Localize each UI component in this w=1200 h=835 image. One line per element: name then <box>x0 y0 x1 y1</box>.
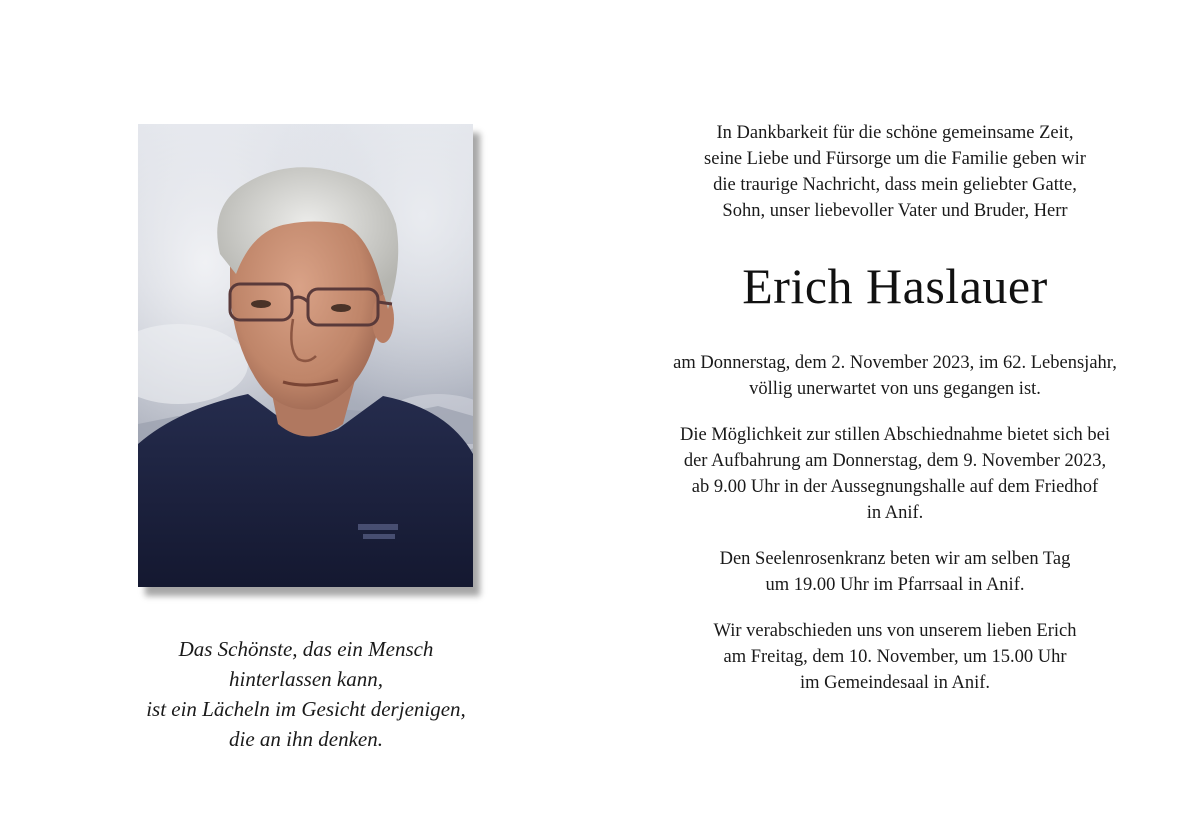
farewell-line: Wir verabschieden uns von unserem lieben Erich <box>713 621 1077 641</box>
announcement-text <box>620 120 1170 696</box>
viewing-line: ab 9.00 Uhr in der Aussegnungshalle auf dem Friedhof <box>691 477 1099 497</box>
intro-line: In Dankbarkeit für die schöne gemeinsame Zeit, <box>716 123 1074 143</box>
quote-line: hinterlassen kann, <box>229 667 383 691</box>
quote-line: ist ein Lächeln im Gesicht derjenigen, <box>146 697 466 721</box>
rosary-line: Den Seelenrosenkranz beten wir am selben Tag <box>719 549 1071 569</box>
portrait-photo <box>138 124 473 587</box>
passing-paragraph <box>620 350 1170 402</box>
deceased-name: Erich Haslauer <box>742 258 1048 314</box>
viewing-line: in Anif. <box>866 503 924 523</box>
quote-line: Das Schönste, das ein Mensch <box>178 637 434 661</box>
passing-line: am Donnerstag, dem 2. November 2023, im 62. Lebensjahr, <box>673 353 1117 373</box>
rosary-paragraph <box>620 546 1170 598</box>
farewell-line: am Freitag, dem 10. November, um 15.00 Uhr <box>723 647 1067 667</box>
viewing-line: der Aufbahrung am Donnerstag, dem 9. November 2023, <box>683 451 1107 471</box>
passing-line: völlig unerwartet von uns gegangen ist. <box>749 379 1041 399</box>
intro-line: die traurige Nachricht, dass mein geliebter Gatte, <box>713 175 1077 195</box>
farewell-line: im Gemeindesaal in Anif. <box>799 673 991 693</box>
intro-paragraph <box>620 120 1170 224</box>
memorial-quote <box>100 634 512 754</box>
portrait-icon <box>138 124 473 587</box>
rosary-line: um 19.00 Uhr im Pfarrsaal in Anif. <box>765 575 1025 595</box>
quote-line: die an ihn denken. <box>229 727 383 751</box>
viewing-paragraph <box>620 422 1170 526</box>
intro-line: seine Liebe und Fürsorge um die Familie geben wir <box>704 149 1086 169</box>
viewing-line: Die Möglichkeit zur stillen Abschiednahme bietet sich bei <box>679 425 1111 445</box>
farewell-paragraph <box>620 618 1170 696</box>
intro-line: Sohn, unser liebevoller Vater und Bruder, Herr <box>722 201 1068 221</box>
